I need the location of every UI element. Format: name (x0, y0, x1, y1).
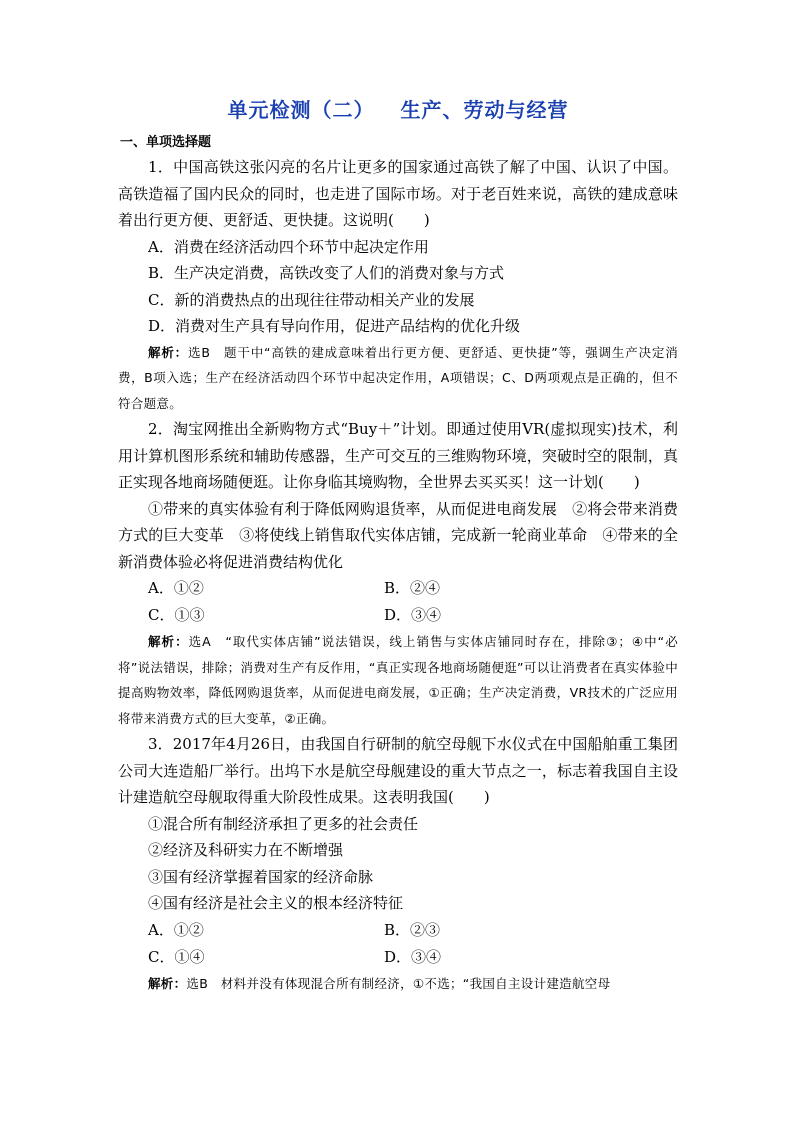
question-3-item-3: ③国有经济掌握着国家的经济命脉 (148, 867, 374, 886)
question-1-option-a: A．消费在经济活动四个环节中起决定作用 (148, 237, 429, 256)
analysis-text: 选B 题干中“高铁的建成意味着出行更方便、更舒适、更快捷”等，强调生产决定消费，B项入选；生产在经济活动四个环节中起决定作用，A项错误；C、D两项观点是正确的，但不符合题意。 (118, 344, 678, 411)
question-3-item-2: ②经济及科研实力在不断增强 (148, 841, 344, 859)
question-3-option-b: B．②③ (384, 920, 441, 939)
question-1-analysis (118, 340, 678, 417)
analysis-label: 解析： (148, 975, 187, 991)
question-2-option-c: C．①③ (148, 606, 205, 624)
question-2-stem: 2．淘宝网推出全新购物方式“Buy＋”计划。即通过使用VR(虚拟现实)技术，利用计算机图形系统和辅助传感器，生产可交互的三维购物环境，突破时空的限制，真正实现各地商场随便逛。让你身临其境购物，全世界去买买买！这一计划( ) (118, 420, 678, 491)
question-3-analysis (118, 971, 678, 997)
question-1-stem: 1．中国高铁这张闪亮的名片让更多的国家通过高铁了解了中国、认识了中国。高铁造福了国内民众的同时，也走进了国际市场。对于老百姓来说，高铁的建成意味着出行更方便、更舒适、更快捷。这说明( ) (118, 158, 678, 229)
question-2-option-b: B．②④ (384, 579, 441, 597)
question-2-options-row-1 (118, 575, 678, 602)
question-2-options-row-2 (118, 602, 678, 629)
question-3-option-a: A．①② (148, 920, 204, 939)
page-title (118, 94, 678, 126)
question-1-option-c: C．新的消费热点的出现往往带动相关产业的发展 (148, 290, 475, 309)
analysis-text: 选B 材料并没有体现混合所有制经济，①不选；“我国自主设计建造航空母 (186, 975, 611, 991)
question-1-option-d: D．消费对生产具有导向作用，促进产品结构的优化升级 (148, 317, 521, 335)
document-page (118, 94, 678, 996)
question-3-option-c: C．①④ (148, 947, 205, 966)
question-2-option-d: D．③④ (384, 606, 442, 624)
analysis-label: 解析： (148, 344, 188, 360)
question-3-option-d: D．③④ (384, 947, 442, 966)
question-3-item-1: ①混合所有制经济承担了更多的社会责任 (148, 814, 419, 833)
section-heading: 一、单项选择题 (120, 135, 212, 150)
question-1-option-b: B．生产决定消费，高铁改变了人们的消费对象与方式 (148, 264, 505, 282)
question-2-items: ①带来的真实体验有利于降低网购退货率，从而促进电商发展 ②将会带来消费方式的巨大变革 ③将使线上销售取代实体店铺，完成新一轮商业革命 ④带来的全新消费体验必将促进消费结构优化 (118, 499, 678, 571)
question-2-option-a: A．①② (148, 579, 204, 597)
question-2-analysis (118, 629, 678, 731)
question-3-item-4: ④国有经济是社会主义的根本经济特征 (148, 894, 404, 912)
question-3-options-row-1 (118, 917, 678, 944)
analysis-text: 选A “取代实体店铺”说法错误，线上销售与实体店铺同时存在，排除③；④中“必将”说法错误，排除；消费对生产有反作用，“真正实现各地商场随便逛”可以让消费者在真实体验中提高购物效率，降低网购退货率，从而促进电商发展，①正确；生产决定消费，VR技术的广泛应用将带来消费方式的巨大变革，②正确。 (118, 634, 678, 726)
title-part2: 生产、劳动与经营 (400, 98, 569, 122)
title-part1: 单元检测（二） (227, 98, 375, 122)
question-3-options-row-2 (118, 944, 678, 971)
analysis-label: 解析： (148, 634, 189, 649)
question-3-stem: 3．2017年4月26日，由我国自行研制的航空母舰下水仪式在中国船舶重工集团公司大连造船厂举行。出坞下水是航空母舰建设的重大节点之一，标志着我国自主设计建造航空母舰取得重大阶段性成果。这表明我国( ) (118, 735, 678, 806)
